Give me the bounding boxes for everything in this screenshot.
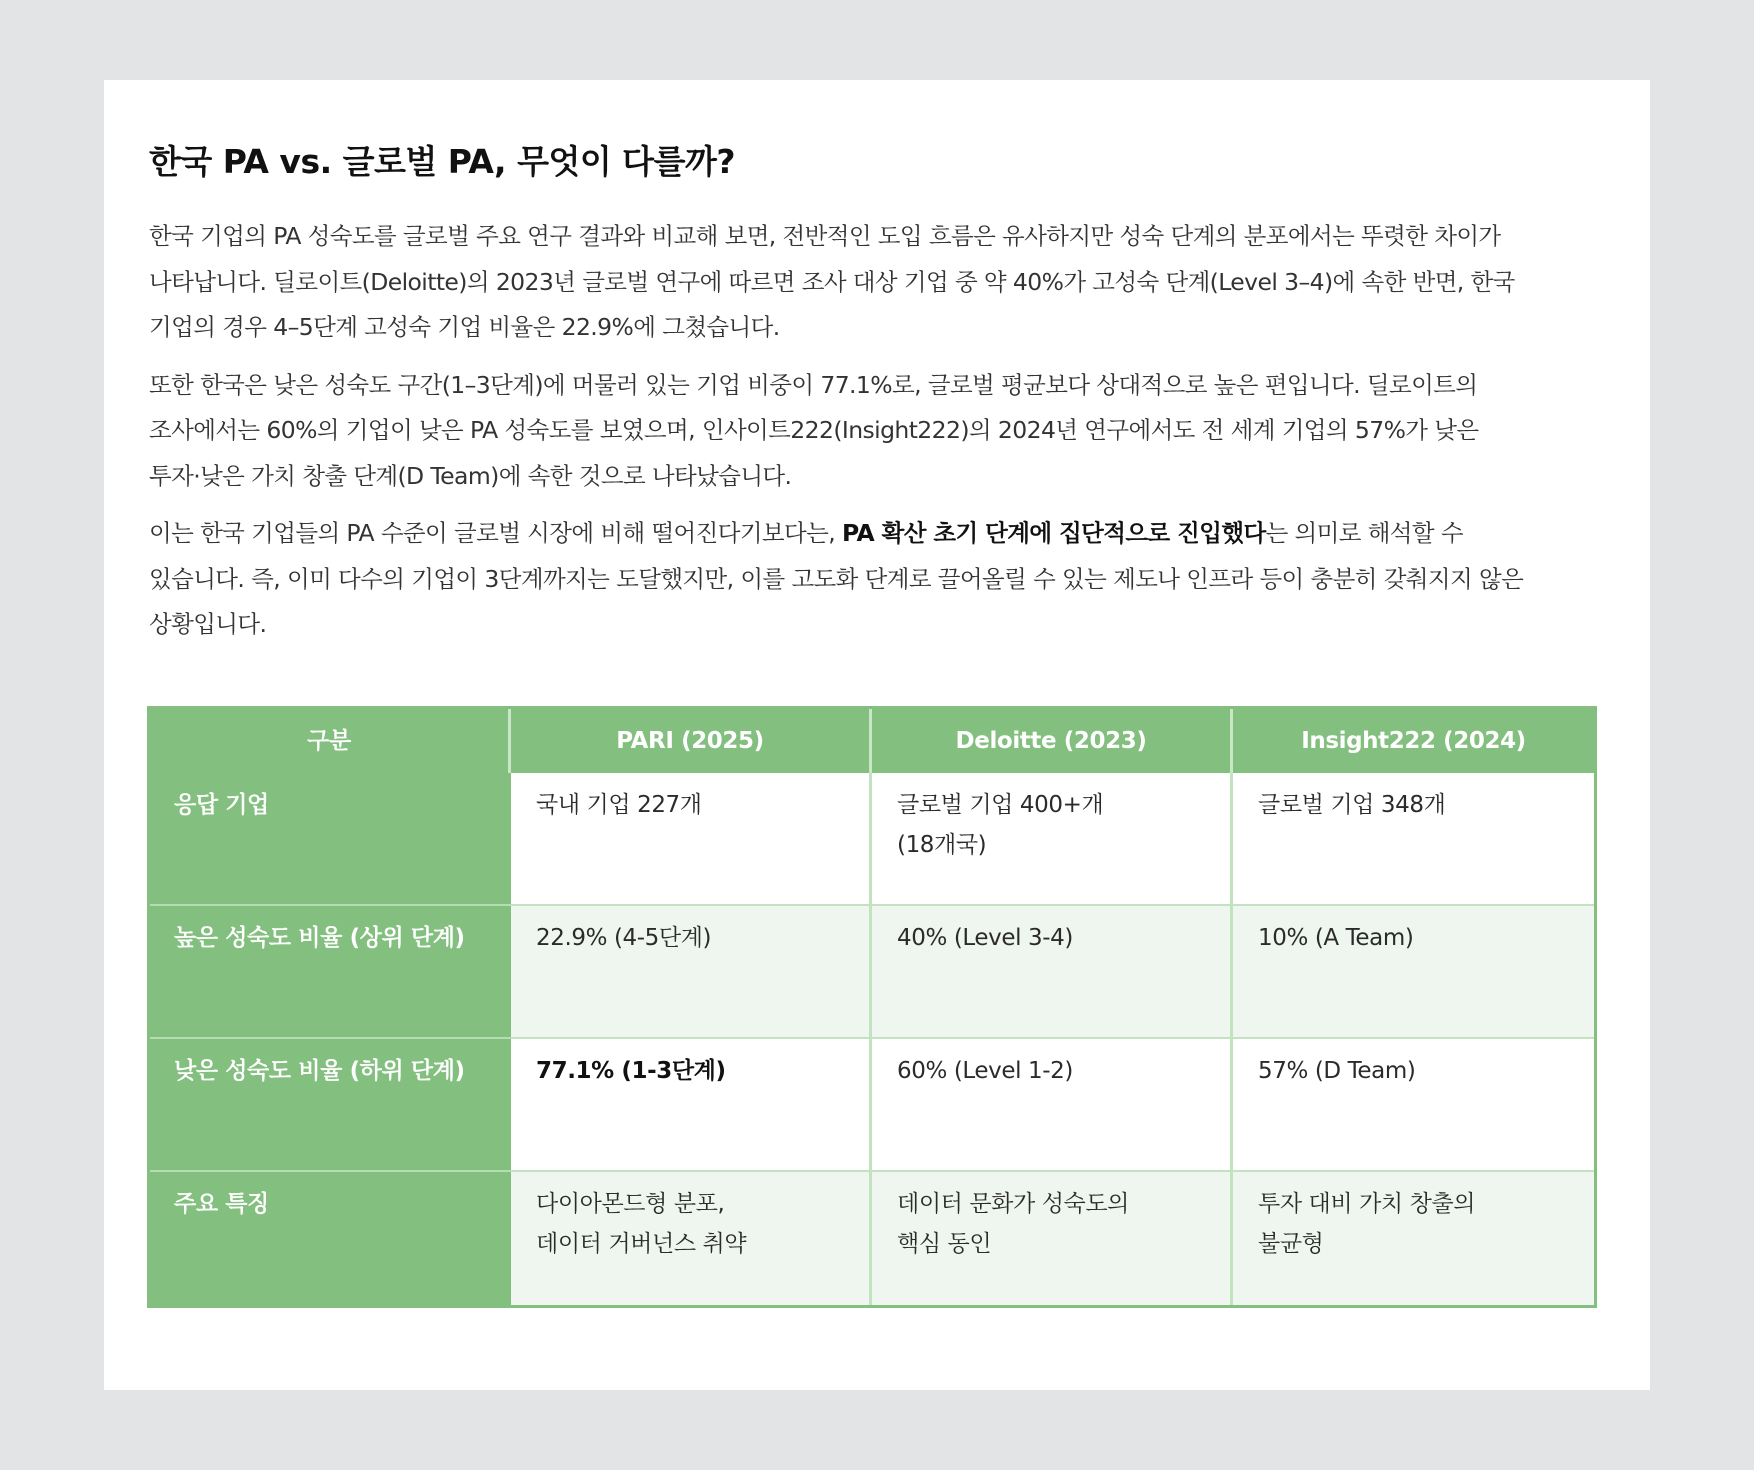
table-cell: [1233, 906, 1594, 1039]
cell-line: 핵심 동인: [897, 1231, 992, 1257]
column-header: Deloitte (2023): [872, 709, 1233, 773]
column-header: Insight222 (2024): [1233, 709, 1594, 773]
cell-line: 60% (Level 1-2): [897, 1058, 1073, 1084]
cell-line: 57% (D Team): [1258, 1058, 1416, 1084]
table-cell: [872, 906, 1233, 1039]
table-cell: [1233, 1039, 1594, 1172]
article-body: [149, 140, 1605, 660]
table-cell: [1233, 1172, 1594, 1305]
paragraph-3-text: 는 의미로 해석할 수: [1265, 519, 1463, 547]
row-label: [150, 1172, 511, 1305]
table-cell: [511, 773, 872, 906]
row-label-line: 주요 특징: [174, 1191, 269, 1217]
cell-line: 22.9% (4-5단계): [536, 925, 712, 951]
table-cell: [511, 906, 872, 1039]
column-header: 구분: [150, 709, 511, 773]
table-row: [150, 773, 1594, 906]
paragraph-2-line: 투자·낮은 가치 창출 단계(D Team)에 속한 것으로 나타났습니다.: [149, 461, 792, 490]
cell-line: 국내 기업 227개: [536, 792, 702, 818]
cell-line: (18개국): [897, 832, 987, 858]
column-header: PARI (2025): [511, 709, 872, 773]
paragraph-1: [149, 214, 1605, 351]
cell-line: 데이터 문화가 성숙도의: [897, 1191, 1130, 1217]
table-cell: [872, 1172, 1233, 1305]
cell-line: 10% (A Team): [1258, 925, 1414, 951]
table-row: [150, 1172, 1594, 1305]
table-row: [150, 1039, 1594, 1172]
paragraph-1-line: 한국 기업의 PA 성숙도를 글로벌 주요 연구 결과와 비교해 보면, 전반적인 도입 흐름은 유사하지만 성숙 단계의 분포에서는 뚜렷한 차이가: [149, 222, 1501, 250]
row-label: [150, 1039, 511, 1172]
table-header-row: [150, 709, 1594, 773]
paragraph-3-emphasis: PA 확산 초기 단계에 집단적으로 진입했다: [841, 519, 1266, 547]
row-label-line: 응답 기업: [174, 792, 269, 818]
paragraph-2-line: 또한 한국은 낮은 성숙도 구간(1–3단계)에 머물러 있는 기업 비중이 77.1%로, 글로벌 평균보다 상대적으로 높은 편입니다. 딜로이트의: [149, 370, 1478, 399]
cell-line: 40% (Level 3-4): [897, 925, 1073, 951]
table-row: [150, 906, 1594, 1039]
row-label-line: 높은 성숙도 비율: [174, 925, 342, 951]
cell-line: 글로벌 기업 348개: [1258, 792, 1446, 818]
paragraph-3-line: 있습니다. 즉, 이미 다수의 기업이 3단계까지는 도달했지만, 이를 고도화 단계로 끌어올릴 수 있는 제도나 인프라 등이 충분히 갖춰지지 않은: [149, 564, 1524, 593]
paragraph-2: [149, 363, 1605, 500]
row-label-line: (하위 단계): [349, 1058, 465, 1084]
paragraph-3-line: 상황입니다.: [149, 610, 267, 638]
cell-line: 투자 대비 가치 창출의: [1258, 1191, 1476, 1217]
row-label-line: 낮은 성숙도 비율: [174, 1058, 342, 1084]
paragraph-2-line: 조사에서는 60%의 기업이 낮은 PA 성숙도를 보였으며, 인사이트222(Insight222)의 2024년 연구에서도 전 세계 기업의 57%가 낮은: [149, 416, 1479, 444]
table-cell: [872, 1039, 1233, 1172]
paragraph-3-line: [149, 511, 1605, 557]
row-label: [150, 906, 511, 1039]
cell-line: 데이터 거버넌스 취약: [536, 1231, 747, 1257]
cell-line: 77.1% (1-3단계): [536, 1058, 726, 1084]
row-label: [150, 773, 511, 906]
article-title: 한국 PA vs. 글로벌 PA, 무엇이 다를까?: [149, 142, 735, 181]
paragraph-1-line: 나타납니다. 딜로이트(Deloitte)의 2023년 글로벌 연구에 따르면 조사 대상 기업 중 약 40%가 고성숙 단계(Level 3–4)에 속한 반면, 한국: [149, 267, 1515, 296]
article-card: [104, 80, 1650, 1390]
table-cell: [1233, 773, 1594, 906]
comparison-table: [147, 706, 1597, 1308]
paragraph-3-text: 이는 한국 기업들의 PA 수준이 글로벌 시장에 비해 떨어진다기보다는,: [149, 519, 842, 547]
table-cell: [872, 773, 1233, 906]
cell-line: 다이아몬드형 분포,: [536, 1191, 725, 1217]
cell-line: 불균형: [1258, 1231, 1324, 1257]
table-cell-highlight: [511, 1039, 872, 1172]
paragraph-1-line: 기업의 경우 4–5단계 고성숙 기업 비율은 22.9%에 그쳤습니다.: [149, 313, 780, 341]
cell-line: 글로벌 기업 400+개: [897, 792, 1104, 818]
paragraph-3: [149, 511, 1605, 648]
row-label-line: (상위 단계): [349, 925, 465, 951]
table-cell: [511, 1172, 872, 1305]
